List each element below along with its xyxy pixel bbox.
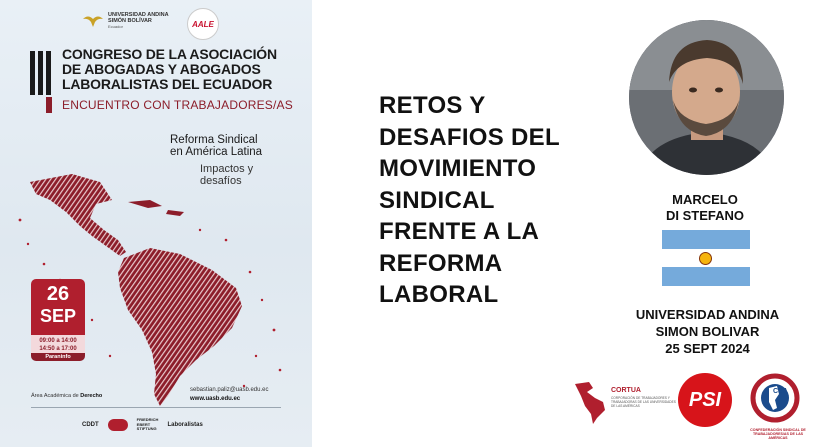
- event-date-card: [31, 279, 85, 361]
- poster-divider: [31, 407, 281, 408]
- contact-url: www.uasb.edu.ec: [190, 396, 241, 402]
- event-info-line2: SIMON BOLIVAR: [655, 324, 760, 339]
- event-poster: [0, 0, 312, 447]
- reforma-title: [170, 134, 262, 158]
- main-title-line3: MOVIMIENTO: [379, 155, 537, 182]
- event-info-line1: UNIVERSIDAD ANDINA: [635, 307, 780, 322]
- csa-logo: [745, 370, 811, 442]
- main-title-line5: FRENTE A LA: [379, 218, 540, 245]
- speaker-first-name: MARCELO: [672, 192, 738, 207]
- academic-area: [31, 393, 102, 399]
- main-title-line1: RETOS Y: [379, 92, 486, 119]
- condor-icon: [82, 13, 104, 29]
- event-time-1: 09:00 a 14:00: [39, 338, 77, 344]
- event-time-2: 14:50 a 17:00: [39, 346, 77, 352]
- speaker-portrait-icon: [629, 20, 784, 175]
- sponsor-logos: [82, 418, 203, 432]
- uasb-logo: [82, 12, 169, 30]
- reforma-subtitle-line2: desafíos: [200, 175, 242, 187]
- speaker-photo: [629, 20, 784, 175]
- reforma-subtitle-line1: Impactos y: [200, 163, 254, 175]
- main-title-line7: LABORAL: [379, 281, 499, 308]
- americas-map-icon: [573, 380, 609, 424]
- event-info-date: 25 SEPT 2024: [665, 341, 750, 356]
- cortua-logo-subtitle: CORPORACIÓN DE TRABAJADORES Y TRABAJADORAS DE LAS UNIVERSIDADES DE LAS AMÉRICAS: [611, 396, 676, 408]
- speaker-name: [640, 192, 770, 224]
- congress-title-line2: DE ABOGADAS Y ABOGADOS: [62, 61, 261, 77]
- uasb-logo-line1: UNIVERSIDAD ANDINA: [108, 12, 169, 18]
- cortua-logo: [573, 380, 677, 424]
- academic-area-prefix: Área Académica de: [31, 393, 81, 399]
- accent-bar: [46, 97, 52, 113]
- csa-globe-icon: [745, 370, 811, 428]
- event-times: [31, 335, 85, 353]
- cddt-logo: CDDT: [82, 421, 99, 428]
- poster-header-logos: [0, 6, 312, 42]
- congress-title: [62, 47, 307, 92]
- main-title-line2: DESAFIOS DEL: [379, 123, 560, 151]
- event-info: [620, 306, 795, 357]
- academic-area-name: Derecho: [80, 393, 103, 399]
- contact-email: sebastian.paliz@uasb.edu.ec: [190, 387, 269, 393]
- csa-logo-subtitle: CONFEDERACIÓN SINDICAL DE TRABAJADORES/AS DE LAS AMÉRICAS: [750, 428, 806, 440]
- congress-title-line1: CONGRESO DE LA ASOCIACIÓN: [62, 46, 277, 62]
- uasb-logo-line2: SIMÓN BOLÍVAR: [108, 18, 152, 24]
- psi-logo: PSI: [678, 373, 732, 427]
- reforma-title-line1: Reforma Sindical: [170, 134, 258, 146]
- roman-numeral-three: [30, 51, 52, 95]
- date-day: 26: [46, 283, 70, 305]
- main-title-line6: REFORMA: [379, 249, 503, 277]
- main-title-line4: SINDICAL: [379, 186, 495, 214]
- sun-icon: [699, 252, 712, 265]
- cortua-logo-name: CORTUA: [611, 387, 641, 394]
- date-month: SEP: [39, 306, 77, 326]
- laboralistas-logo: Laboralistas: [167, 421, 203, 428]
- uasb-logo-line3: Ecuador: [108, 24, 123, 29]
- congress-title-line3: LABORALISTAS DEL ECUADOR: [62, 76, 273, 92]
- fes-logo: FRIEDRICH EBERT STIFTUNG: [136, 417, 159, 431]
- argentina-flag-icon: [662, 230, 750, 286]
- csa-logo-label: CSA: [773, 388, 788, 395]
- encuentro-subtitle: ENCUENTRO CON TRABAJADORES/AS: [62, 98, 293, 112]
- main-title: [379, 90, 579, 311]
- reforma-title-line2: en América Latina: [170, 146, 263, 158]
- sponsor-red-logo: [108, 419, 128, 431]
- event-place: Paraninfo: [31, 353, 85, 361]
- aale-logo: AALE: [187, 8, 219, 40]
- speaker-last-name: DI STEFANO: [665, 208, 744, 223]
